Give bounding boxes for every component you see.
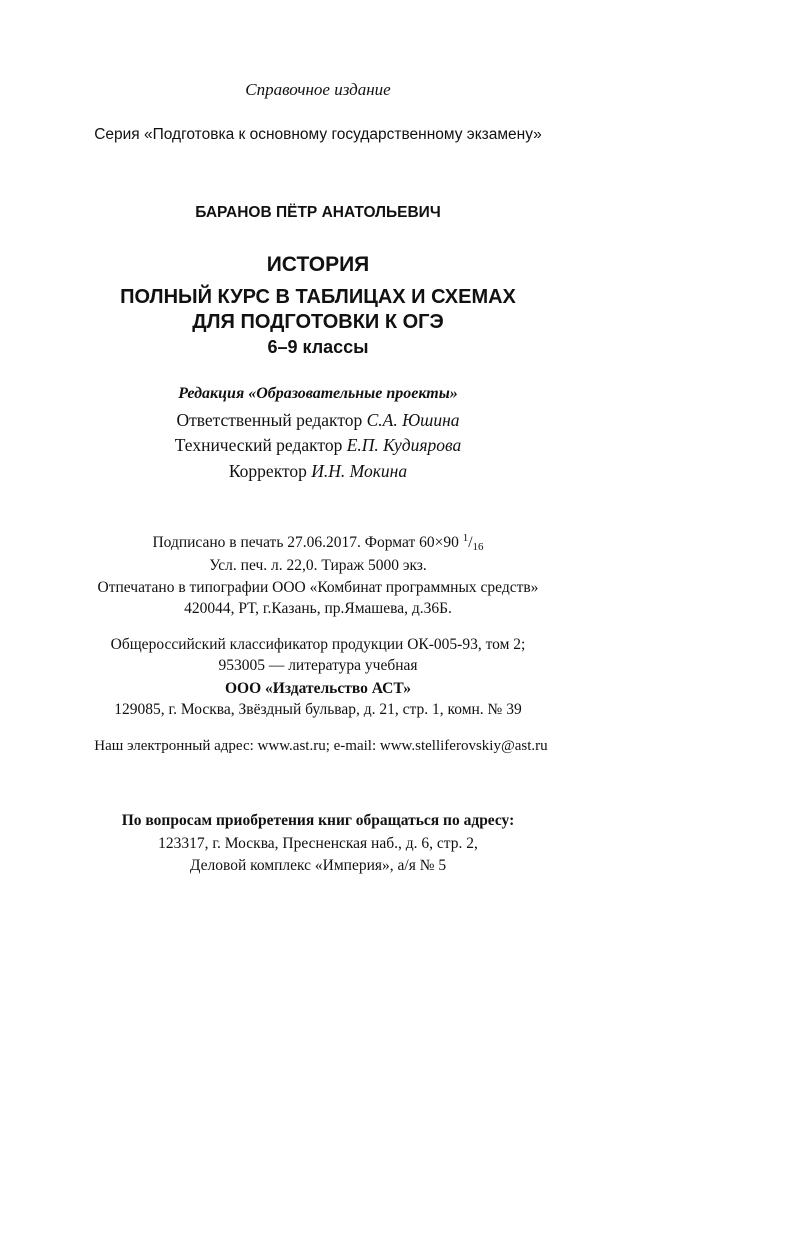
staff-role: Технический редактор xyxy=(174,435,343,455)
staff-name: Е.П. Кудиярова xyxy=(346,435,462,455)
book-title-line-3: ДЛЯ ПОДГОТОВКИ К ОГЭ xyxy=(192,311,444,333)
staff-line-technical-editor xyxy=(0,435,636,456)
format-fraction-denominator: 16 xyxy=(472,541,484,553)
print-date-format-line: Подписано в печать 27.06.2017. Формат 60×90 $^1$/16 xyxy=(152,532,484,553)
book-grade-line: 6–9 классы xyxy=(267,337,369,357)
format-fraction-numerator: 1 xyxy=(462,532,469,544)
product-classifier-line: Общероссийский классификатор продукции ОК-005-93, том 2; xyxy=(110,636,526,653)
editorial-office: Редакция «Образовательные проекты» xyxy=(178,385,458,402)
purchase-address-line-1: 123317, г. Москва, Пресненская наб., д. 6, стр. 2, xyxy=(158,835,478,852)
author-name: БАРАНОВ ПЁТР АНАТОЛЬЕВИЧ xyxy=(195,204,441,221)
series-line: Серия «Подготовка к основному государственному экзамену» xyxy=(94,126,542,143)
purchase-heading: По вопросам приобретения книг обращаться по адресу: xyxy=(121,812,515,829)
purchase-address-line-2: Деловой комплекс «Империя», а/я № 5 xyxy=(189,857,447,874)
publisher-address: 129085, г. Москва, Звёздный бульвар, д. 21, стр. 1, комн. № 39 xyxy=(114,701,522,718)
email-line: Наш электронный адрес: www.ast.ru; e-mail: www.stelliferovskiy@ast.ru xyxy=(94,738,548,754)
book-title-line-1: ИСТОРИЯ xyxy=(266,253,370,276)
reference-edition-label: Справочное издание xyxy=(245,80,391,99)
publisher-name: ООО «Издательство АСТ» xyxy=(224,680,412,697)
print-sheets-run-line: Усл. печ. л. 22,0. Тираж 5000 экз. xyxy=(209,557,427,574)
printing-house-line: Отпечатано в типографии ООО «Комбинат программных средств» xyxy=(97,579,539,596)
book-title-line-2: ПОЛНЫЙ КУРС В ТАБЛИЦАХ И СХЕМАХ xyxy=(120,286,516,308)
printing-house-address: 420044, РТ, г.Казань, пр.Ямашева, д.36Б. xyxy=(184,600,452,617)
staff-line-executive-editor xyxy=(0,410,636,431)
staff-name: И.Н. Мокина xyxy=(311,461,408,481)
staff-role: Корректор xyxy=(228,461,307,481)
staff-role: Ответственный редактор xyxy=(176,410,363,430)
staff-name: С.А. Юшина xyxy=(366,410,460,430)
staff-line-proofreader xyxy=(0,461,636,482)
product-classifier-code: 953005 — литература учебная xyxy=(218,657,418,674)
print-date-format-text: Подписано в печать 27.06.2017. Формат 60×90 xyxy=(152,534,459,551)
